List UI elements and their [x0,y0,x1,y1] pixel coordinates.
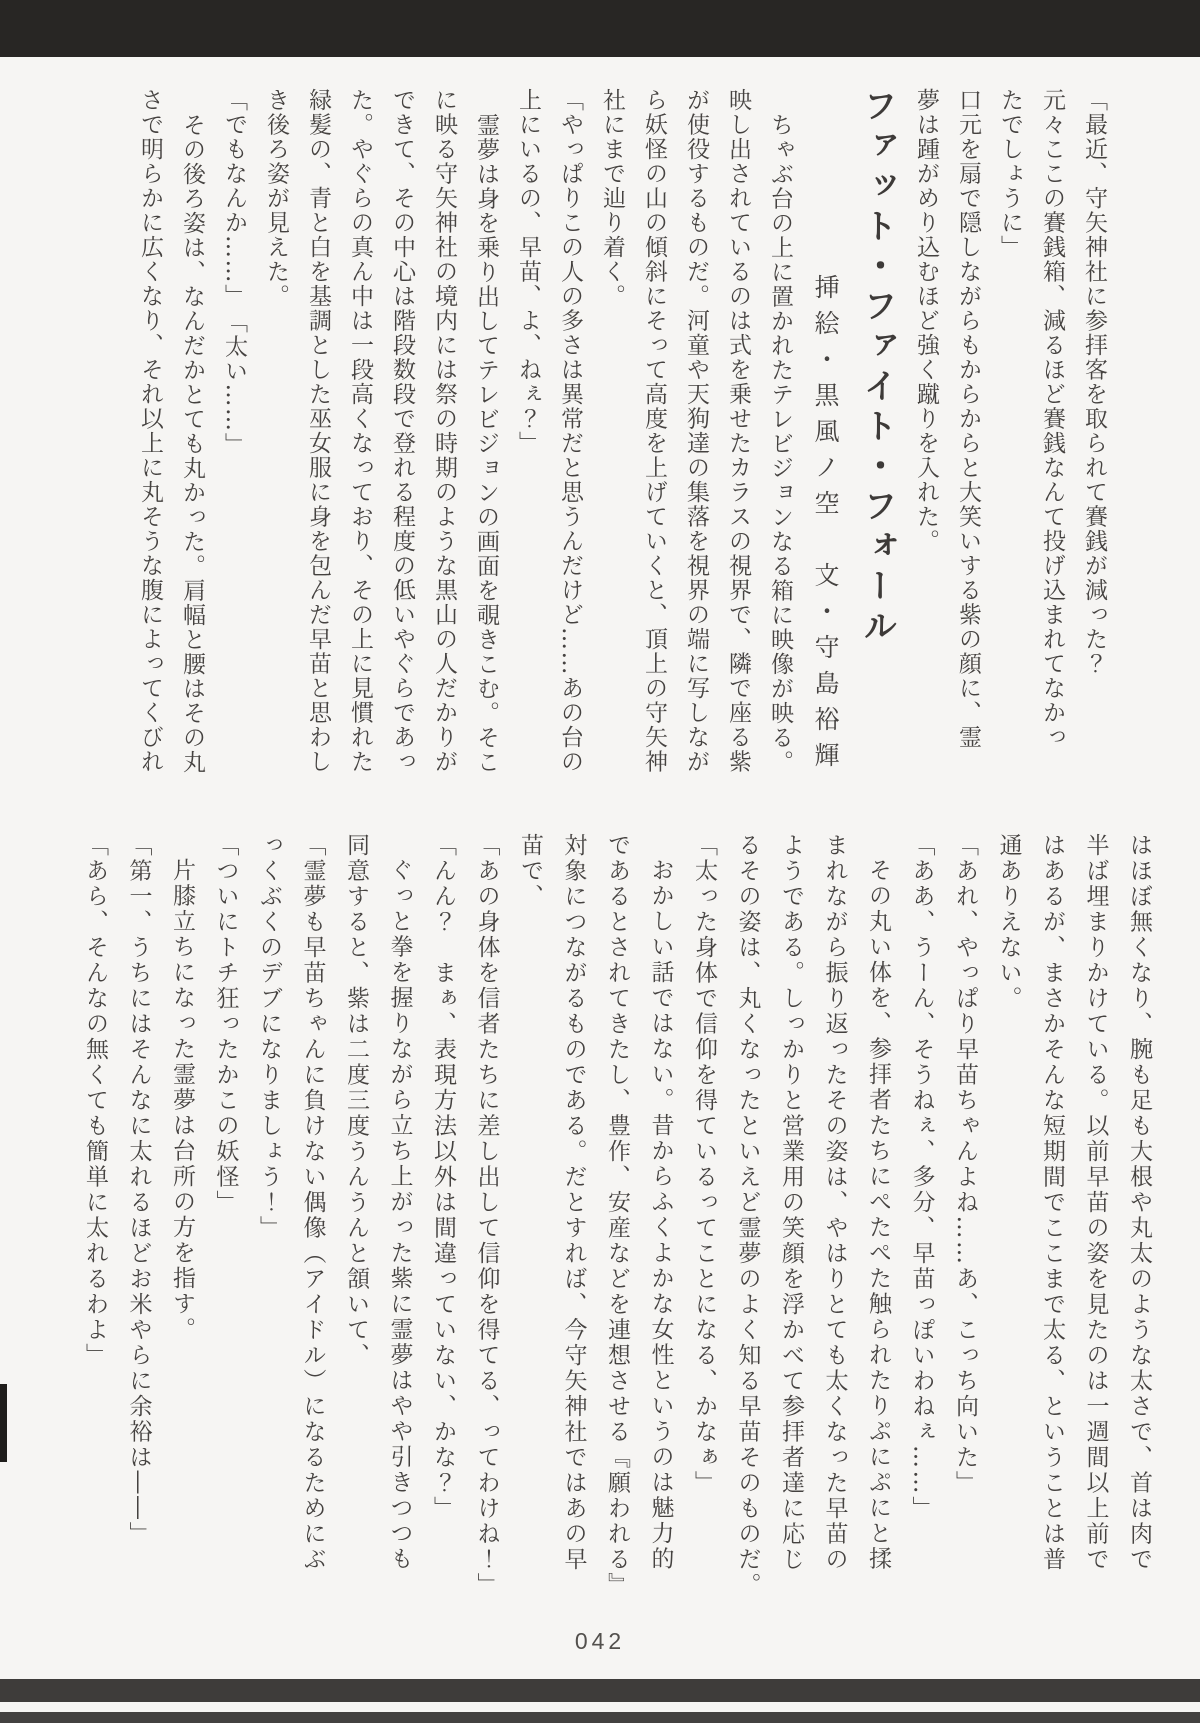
text-column: た。やぐらの真ん中は一段高くなっており、その上に見慣れた [347,88,373,774]
text-column: 上にいるの、早苗、よ、ねぇ？」 [515,88,541,456]
story-top-section [129,88,1115,788]
text-column: おかしい話ではない。昔からふくよかな女性というのは魅力的 [647,858,674,1572]
text-column: 苗で、 [517,833,543,910]
text-column: き後ろ姿が見えた。 [263,88,289,309]
text-column: 「ついにトチ狂ったかこの妖怪」 [212,833,239,1216]
page-number: 042 [574,1628,626,1654]
story-bottom-section [73,833,1161,1633]
text-column: その丸い体を、参拝者たちにぺたぺた触られたりぷにぷにと揉 [865,858,891,1572]
story-credits: 挿絵・黒風ノ空 文・守島裕輝 [811,274,840,778]
text-column: ぐっと拳を握りながら立ち上がった紫に霊夢はやや引きつつも [386,858,413,1572]
text-column: 「ああ、うーん、そうねぇ、多分、早苗っぽいわねぇ……」 [908,833,935,1522]
text-column: 社にまで辿り着く。 [599,88,625,309]
text-column: 「霊夢も早苗ちゃんに負けない偶像（アイドル）になるためにぶ [299,833,326,1573]
text-column: 片膝立ちになった霊夢は台所の方を指す。 [169,858,195,1343]
text-column: 「やっぱりこの人の多さは異常だと思うんだけど……あの台の [557,88,583,774]
text-column: 半ば埋まりかけている。以前早苗の姿を見たのは一週間以上前で [1082,833,1109,1573]
text-column: その後ろ姿は、なんだかとても丸かった。肩幅と腰はその丸 [179,113,205,775]
text-column: るその姿は、丸くなったといえど霊夢のよく知る早苗そのものだ。 [734,833,761,1598]
text-column: が使役するものだ。河童や天狗達の集落を視界の端に写しなが [683,88,709,774]
text-column: 「あれ、やっぱり早苗ちゃんよね……あ、こっち向いた」 [952,833,978,1496]
text-column: 「でもなんか……」 「太い……」 [221,88,247,457]
text-column: 元々ここの賽銭箱、減るほど賽銭なんて投げ込まれてなかっ [1039,88,1065,750]
text-column: 「太った身体で信仰を得ているってことになる、かなぁ」 [691,833,717,1496]
text-column: ら妖怪の山の傾斜にそって高度を上げていくと、頂上の守矢神 [641,88,667,774]
text-column: っくぶくのデブになりましょう！」 [256,833,282,1241]
text-column: 夢は踵がめり込むほど強く蹴りを入れた。 [913,88,939,554]
text-column: ちゃぶ台の上に置かれたテレビジョンなる箱に映像が映る。 [767,113,793,775]
text-column: であるとされてきたし、豊作、安産などを連想させる『願われる』 [604,833,630,1598]
text-column: 「最近、守矢神社に参拝客を取られて賽銭が減った？ [1081,88,1107,676]
bottom-edge-bar [0,1679,1200,1702]
text-column: 霊夢は身を乗り出してテレビジョンの画面を覗きこむ。そこ [473,113,499,775]
text-column: まれながら振り返ったその姿は、やはりとても太くなった早苗の [821,833,848,1573]
text-column: 「んん？ まぁ、表現方法以外は間違っていない、かな？」 [430,833,456,1522]
text-column: ようである。しっかりと営業用の笑顔を浮かべて参拝者達に応じ [778,833,804,1573]
bottom-edge-bar-2 [0,1712,1200,1723]
text-column: 「あら、そんなの無くても簡単に太れるわよ」 [82,833,108,1369]
text-column: 同意すると、紫は二度三度うんうんと頷いて、 [343,833,369,1369]
text-column: できて、その中心は階段数段で登れる程度の低いやぐらであっ [389,88,415,774]
scan-artifact-left [0,1384,7,1462]
text-column: 緑髪の、青と白を基調とした巫女服に身を包んだ早苗と思わし [305,88,331,774]
text-column: 口元を扇で隠しながらもからからと大笑いする紫の顔に、霊 [955,88,981,750]
text-column: はほぼ無くなり、腕も足も大根や丸太のような太さで、首は肉で [1126,833,1152,1573]
text-column: たでしょうに」 [997,88,1023,260]
text-column: 「第一、うちにはそんなに太れるほどお米やらに余裕は――」 [125,833,152,1547]
text-column: 通ありえない。 [995,833,1022,1012]
text-column: さで明らかに広くなり、それ以上に丸そうな腹によってくびれ [137,88,163,774]
text-column: 映し出されているのは式を乗せたカラスの視界で、隣で座る紫 [725,88,751,774]
text-column: はあるが、まさかそんな短期間でここまで太る、ということは普 [1039,833,1065,1573]
top-edge-bar [0,0,1200,57]
text-column: 「あの身体を信者たちに差し出して信仰を得てる、ってわけね！」 [473,833,500,1598]
text-column: 対象につながるものである。だとすれば、今守矢神社ではあの早 [560,833,587,1573]
story-title: ファット・ファイト・フォール [857,88,897,648]
text-column: に映る守矢神社の境内には祭の時期のような黒山の人だかりが [431,88,457,774]
